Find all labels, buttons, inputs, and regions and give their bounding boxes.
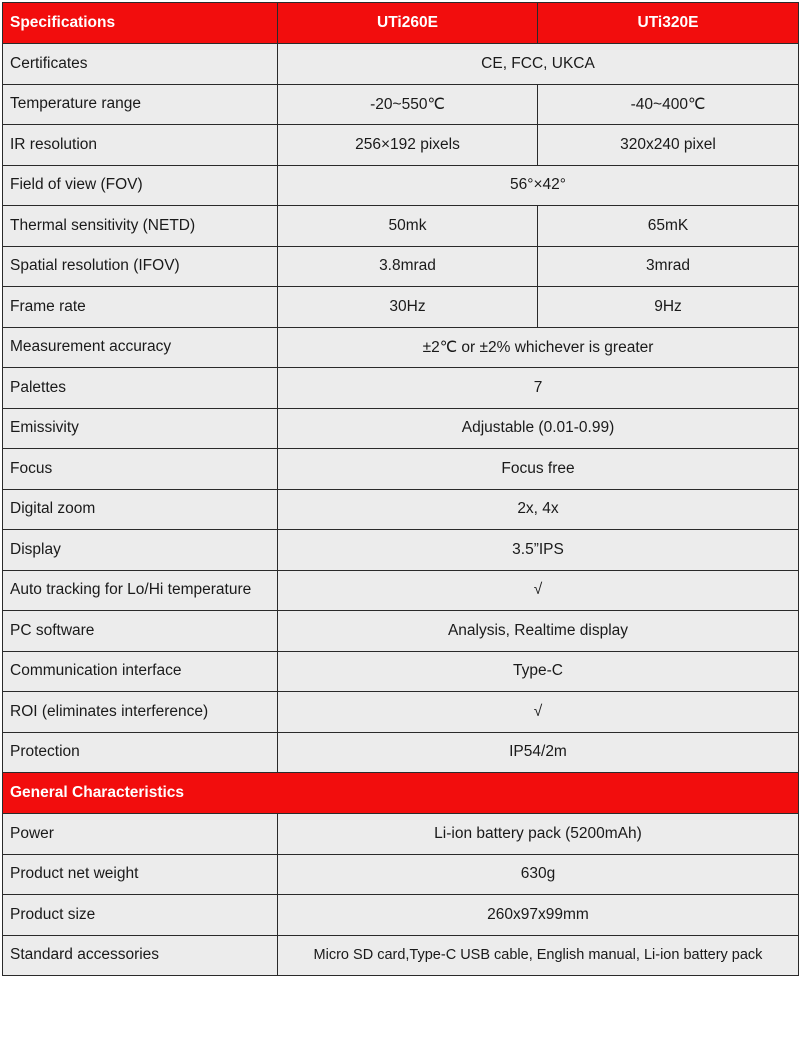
spec-value-uti260e: -20~550℃ xyxy=(278,84,538,125)
spec-value-uti260e: 50mk xyxy=(278,206,538,247)
spec-row-frame-rate xyxy=(3,287,799,328)
spec-value: √ xyxy=(278,570,799,611)
spec-value: 2x, 4x xyxy=(278,489,799,530)
spec-row-power xyxy=(3,814,799,855)
spec-value: Analysis, Realtime display xyxy=(278,611,799,652)
spec-label: Standard accessories xyxy=(3,935,278,976)
section-title: General Characteristics xyxy=(3,773,799,814)
spec-row-ir-resolution xyxy=(3,125,799,166)
spec-value: 630g xyxy=(278,854,799,895)
spec-value: Adjustable (0.01-0.99) xyxy=(278,408,799,449)
spec-row-roi-eliminates-interference xyxy=(3,692,799,733)
spec-label: Field of view (FOV) xyxy=(3,165,278,206)
spec-row-product-net-weight xyxy=(3,854,799,895)
spec-label: Display xyxy=(3,530,278,571)
spec-value-uti260e: 256×192 pixels xyxy=(278,125,538,166)
spec-value-uti320e: 9Hz xyxy=(538,287,799,328)
spec-row-focus xyxy=(3,449,799,490)
spec-value: √ xyxy=(278,692,799,733)
spec-header-label: Specifications xyxy=(3,3,278,44)
spec-label: Spatial resolution (IFOV) xyxy=(3,246,278,287)
spec-value-uti260e: 30Hz xyxy=(278,287,538,328)
spec-row-palettes xyxy=(3,368,799,409)
spec-label: Product size xyxy=(3,895,278,936)
spec-label: Auto tracking for Lo/Hi temperature xyxy=(3,570,278,611)
spec-label: IR resolution xyxy=(3,125,278,166)
spec-value: 260x97x99mm xyxy=(278,895,799,936)
spec-header-row xyxy=(3,3,799,44)
spec-row-standard-accessories xyxy=(3,935,799,976)
spec-label: Certificates xyxy=(3,44,278,85)
spec-label: ROI (eliminates interference) xyxy=(3,692,278,733)
spec-label: PC software xyxy=(3,611,278,652)
spec-label: Emissivity xyxy=(3,408,278,449)
spec-row-display xyxy=(3,530,799,571)
spec-row-measurement-accuracy xyxy=(3,327,799,368)
spec-label: Temperature range xyxy=(3,84,278,125)
spec-label: Product net weight xyxy=(3,854,278,895)
spec-value: IP54/2m xyxy=(278,732,799,773)
spec-row-field-of-view-fov xyxy=(3,165,799,206)
spec-row-product-size xyxy=(3,895,799,936)
spec-row-temperature-range xyxy=(3,84,799,125)
spec-value: 3.5”IPS xyxy=(278,530,799,571)
spec-value: 7 xyxy=(278,368,799,409)
spec-label: Power xyxy=(3,814,278,855)
spec-value: 56°×42° xyxy=(278,165,799,206)
spec-table xyxy=(2,2,799,976)
spec-value: Micro SD card,Type-C USB cable, English manual, Li-ion battery pack xyxy=(278,935,799,976)
spec-value: Li-ion battery pack (5200mAh) xyxy=(278,814,799,855)
spec-row-auto-tracking-for-lo-hi-temperature xyxy=(3,570,799,611)
spec-row-communication-interface xyxy=(3,651,799,692)
spec-row-pc-software xyxy=(3,611,799,652)
spec-label: Focus xyxy=(3,449,278,490)
spec-value-uti320e: 3mrad xyxy=(538,246,799,287)
spec-value-uti320e: -40~400℃ xyxy=(538,84,799,125)
spec-row-certificates xyxy=(3,44,799,85)
spec-value-uti260e: 3.8mrad xyxy=(278,246,538,287)
spec-label: Thermal sensitivity (NETD) xyxy=(3,206,278,247)
spec-value: Type-C xyxy=(278,651,799,692)
spec-row-protection xyxy=(3,732,799,773)
spec-label: Palettes xyxy=(3,368,278,409)
model-uti260e-header: UTi260E xyxy=(278,3,538,44)
spec-row-emissivity xyxy=(3,408,799,449)
spec-row-spatial-resolution-ifov xyxy=(3,246,799,287)
spec-value: Focus free xyxy=(278,449,799,490)
spec-row-digital-zoom xyxy=(3,489,799,530)
spec-label: Communication interface xyxy=(3,651,278,692)
spec-label: Protection xyxy=(3,732,278,773)
spec-label: Frame rate xyxy=(3,287,278,328)
general-characteristics-header-row xyxy=(3,773,799,814)
spec-value: CE, FCC, UKCA xyxy=(278,44,799,85)
spec-label: Measurement accuracy xyxy=(3,327,278,368)
spec-value-uti320e: 320x240 pixel xyxy=(538,125,799,166)
model-uti320e-header: UTi320E xyxy=(538,3,799,44)
spec-row-thermal-sensitivity-netd xyxy=(3,206,799,247)
spec-value-uti320e: 65mK xyxy=(538,206,799,247)
spec-value: ±2℃ or ±2% whichever is greater xyxy=(278,327,799,368)
spec-label: Digital zoom xyxy=(3,489,278,530)
